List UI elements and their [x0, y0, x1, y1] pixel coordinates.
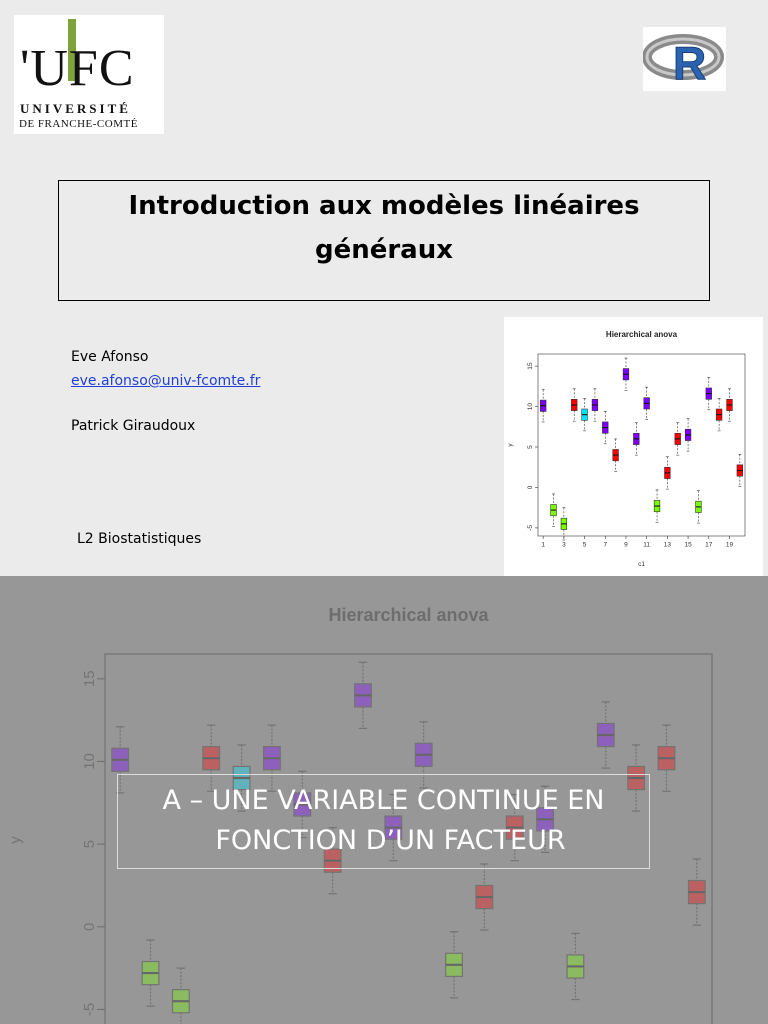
y-tick-label: 0 — [81, 922, 98, 931]
x-tick-label: 15 — [684, 541, 692, 549]
chart-title: Hierarchical anova — [328, 605, 489, 625]
plot-frame — [538, 354, 745, 536]
boxplot-chart — [504, 317, 763, 576]
x-tick-label: 7 — [603, 541, 608, 549]
author-2: Patrick Giraudoux — [71, 418, 196, 434]
x-tick-label: 11 — [643, 541, 651, 549]
r-logo-icon — [643, 27, 726, 91]
y-tick-label: 15 — [81, 670, 98, 688]
y-tick-label: -5 — [527, 525, 534, 531]
y-tick-label: 10 — [527, 402, 534, 411]
y-axis-label: y — [7, 836, 24, 844]
y-tick-label: 10 — [81, 753, 98, 770]
y-tick-label: 5 — [81, 839, 98, 849]
x-tick-label: 9 — [624, 541, 628, 549]
y-tick-label: 5 — [527, 445, 534, 449]
logo-universite: UNIVERSITÉ — [20, 101, 131, 116]
x-tick-label: 3 — [562, 541, 566, 549]
x-tick-label: 19 — [725, 541, 734, 549]
section-line-2: FONCTION D’UN FACTEUR — [215, 825, 566, 856]
y-tick-label: 15 — [527, 362, 534, 370]
x-tick-label: 13 — [663, 541, 671, 549]
x-tick-label: 17 — [705, 541, 713, 549]
x-tick-label: 1 — [541, 541, 545, 549]
author-1: Eve Afonso — [71, 349, 149, 365]
r-logo — [643, 27, 726, 91]
title-line-1: Introduction aux modèles linéaires — [128, 191, 640, 221]
course-label: L2 Biostatistiques — [77, 531, 202, 547]
logo-letters: 'UFC — [20, 40, 135, 97]
y-tick-label: -5 — [81, 1002, 98, 1017]
email-link[interactable]: eve.afonso@univ-fcomte.fr — [71, 373, 261, 389]
ufc-logo — [14, 15, 164, 134]
y-tick-label: 0 — [527, 485, 534, 490]
chart-title: Hierarchical anova — [605, 330, 678, 339]
section-title-box — [117, 774, 650, 869]
x-axis-label: c1 — [638, 561, 645, 568]
x-tick-label: 5 — [582, 541, 587, 549]
section-line-1: A – UNE VARIABLE CONTINUE EN — [162, 785, 605, 816]
title-box — [58, 180, 710, 301]
y-axis-label: y — [507, 443, 514, 447]
r-letter: R — [673, 37, 707, 89]
logo-franche-comte: DE FRANCHE-COMTÉ — [19, 118, 138, 130]
title-line-2: généraux — [314, 235, 454, 265]
plot-thumbnail — [504, 317, 763, 576]
